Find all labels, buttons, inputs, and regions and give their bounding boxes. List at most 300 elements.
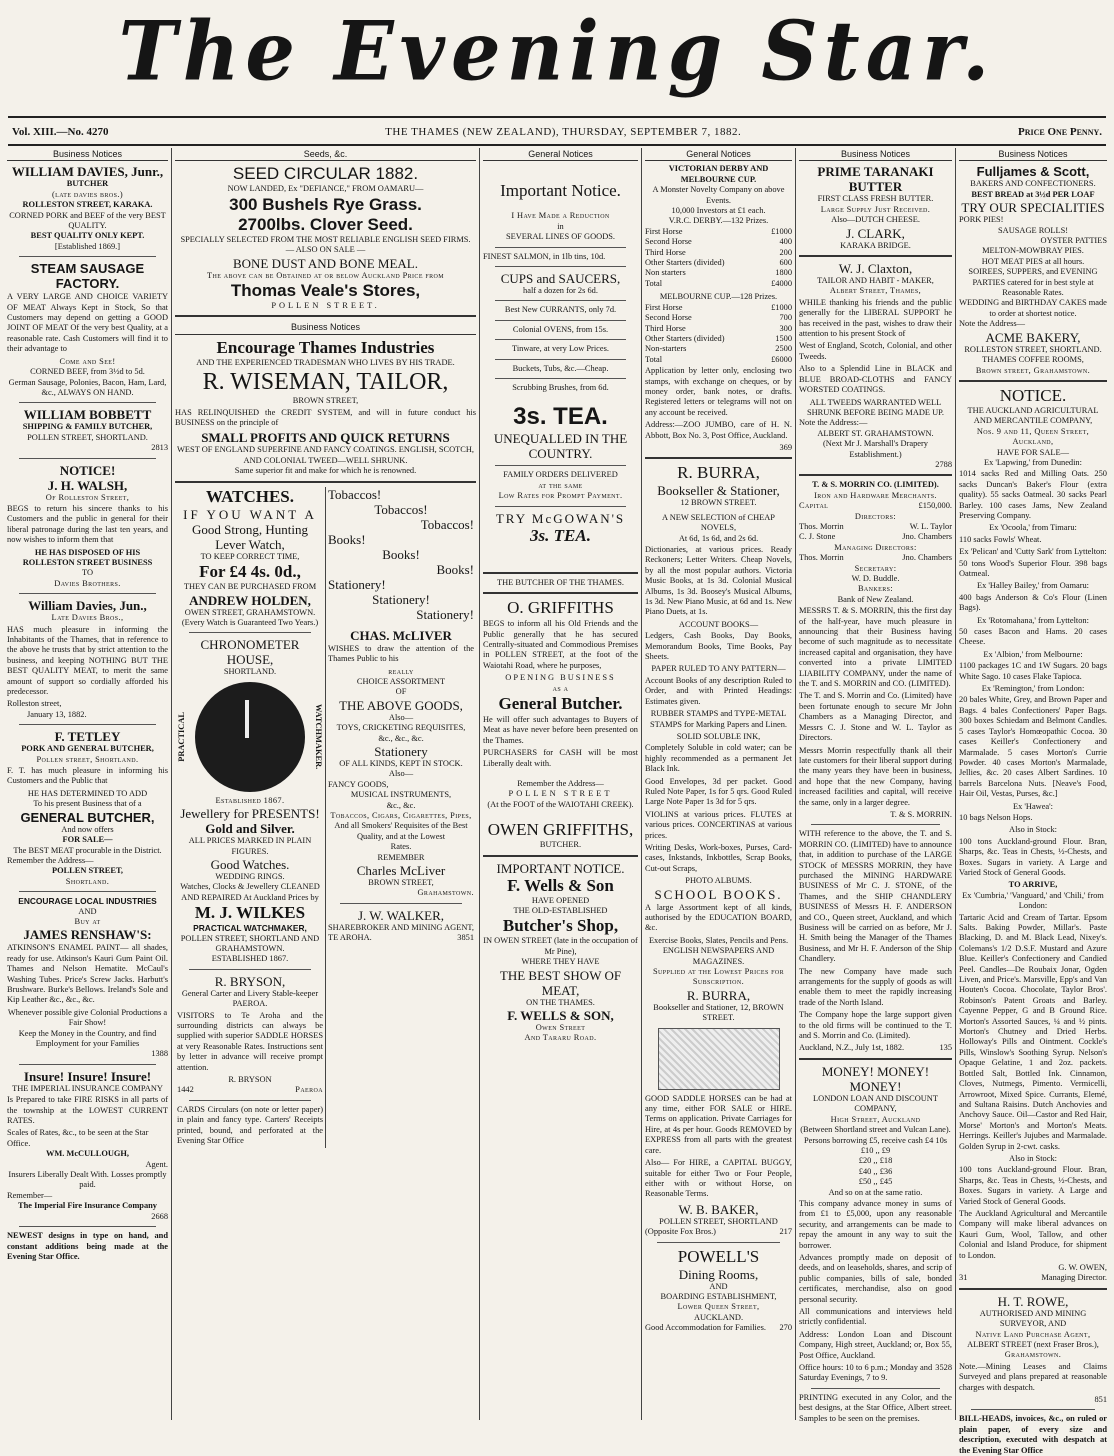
ad-heading: Important Notice.	[500, 181, 621, 201]
ad-line: AND THE EXPERIENCED TRADESMAN WHO LIVES BY HIS TRADE.	[196, 357, 455, 367]
ad-address: Lower Queen Street,	[677, 1302, 760, 1312]
column-header: Seeds, &c.	[175, 148, 476, 161]
ad-line: Buckets, Tubs, &c.—Cheap.	[512, 363, 609, 373]
table-cell: 1800	[775, 268, 792, 278]
ad-line: Also in Stock:	[1009, 1153, 1057, 1163]
table-cell: £10 ,, £9	[860, 1145, 891, 1155]
horse-carriage-illustration	[658, 1028, 780, 1090]
ad-line: Owen Street	[535, 1023, 586, 1033]
ad-line: I Have Made a Reduction	[511, 211, 610, 221]
ad-heading: Books!	[436, 561, 474, 577]
ad-line: SCHOOL BOOKS.	[654, 886, 783, 902]
ad-line: REMEMBER	[377, 852, 425, 862]
ad-line: Jewellery for PRESENTS!	[180, 806, 320, 822]
ad-line: THE BUTCHER OF THE THAMES.	[497, 577, 624, 587]
ad-line: Ex 'Hawea':	[1013, 801, 1053, 811]
ad-body: Address:—ZOO JUMBO, care of H. N. Abbott, Box No. 3, Post Office, Auckland.	[645, 420, 792, 440]
ad-line: R. BRYSON	[228, 1075, 272, 1085]
table-cell: And so on at the same ratio.	[828, 1187, 923, 1197]
ad-line: Managing Directors:	[834, 542, 917, 552]
column-header: General Notices	[645, 148, 792, 161]
table-cell: Third Horse	[645, 247, 686, 257]
ad-body: Ledgers, Cash Books, Day Books, Memorandum Books, Time Books, Pay Sheets.	[645, 631, 792, 662]
managing-directors-table	[799, 553, 952, 563]
ad-trade: TAILOR AND HABIT - MAKER,	[817, 276, 934, 286]
ad-line: V.R.C. DERBY.—132 Prizes.	[668, 216, 769, 226]
ad-body: HAS much pleasure in informing the Inhabitants of the Thames, that in reference to the above he trusts that by strict attention to the business, and keeping NOTHING BUT THE BEST QUALITY MEAT, to merit the same amount of support so cordially afforded his predecessor.	[7, 624, 168, 697]
ad-body: Address: London Loan and Discount Company, High street, Auckland; or, Box 55, Post Office, Auckland.	[799, 1329, 952, 1360]
ad-line: Scrubbing Brushes, from 6d.	[512, 383, 609, 393]
ad-line: really	[388, 666, 414, 676]
table-row	[645, 313, 792, 323]
ad-line: HAVE OPENED	[531, 895, 590, 905]
ad-body: Also to a Splendid Line in BLACK and BLUE BROAD-CLOTHS and FANCY WORSTED COATINGS.	[799, 364, 952, 395]
ad-heading: Insure! Insure! Insure!	[23, 1068, 152, 1084]
table-cell: 600	[779, 258, 792, 268]
ad-address: KARAKA BRIDGE.	[840, 240, 911, 250]
table-row	[799, 1156, 952, 1166]
ad-line: WEDDING RINGS.	[215, 871, 285, 881]
ad-line: NOW LANDED, Ex "DEFIANCE," FROM OAMARU—	[227, 184, 424, 194]
ad-line: PHOTO ALBUMS.	[685, 876, 752, 886]
table-row	[799, 1167, 952, 1177]
table-cell: Non-starters	[645, 344, 687, 354]
ad-line: OF	[395, 687, 407, 697]
ad-body: All communications and interviews held strictly confidential.	[799, 1307, 952, 1327]
ad-line: FINEST SALMON, in 1lb tins, 10d.	[483, 251, 606, 261]
table-cell: 2500	[775, 344, 792, 354]
ad-trade: Iron and Hardware Merchants.	[814, 490, 937, 500]
ad-line: Rolleston street,	[7, 699, 62, 709]
column-2-split	[175, 487, 476, 1149]
ad-heading: Tobaccos!	[374, 501, 428, 517]
ad-heading: ENCOURAGE LOCAL INDUSTRIES	[18, 896, 157, 907]
ad-line: Low Rates for Prompt Payment.	[498, 491, 623, 501]
table-row	[645, 355, 792, 365]
ad-body: BEGS to inform all his Old Friends and the Public generally that he has secured Centrally-situated and Commodious Premises in POLLEN STREET, at the foot of the Waiotahi Road, where he purposes,	[483, 619, 638, 670]
ad-line: FANCY GOODS,	[328, 779, 389, 789]
ad-line: Same superior fit and make for which he is renowned.	[234, 466, 417, 476]
ad-heading: 2700lbs. Clover Seed.	[238, 214, 413, 234]
ad-line: Remember the Address—	[7, 855, 94, 865]
ad-heading: Books!	[382, 546, 420, 562]
ad-body: ATKINSON'S ENAMEL PAINT— all shades, ready for use. Atkinson's Kauri Gum Paint Oil. Thames and Nelson Hematite. McCaul's Washing Tubes. Price's Screw Jacks. Harbutt's Brushware. Burke's Bellows. Ireland's Sole and Kip Leather &c., &c., &c.	[7, 943, 168, 1005]
ad-line: PRACTICAL	[177, 711, 186, 762]
clock-icon	[195, 682, 305, 792]
ad-heading: F. Wells & Son	[507, 875, 614, 895]
ad-body: PRINTING executed in any Color, and the best designs, at the Star Office, Albert street. Samples to be seen on the premises.	[799, 1392, 952, 1423]
ad-line: ALL TWEEDS WARRANTED WELL SHRUNK BEFORE BEING MADE UP.	[806, 397, 945, 417]
table-cell: Jno. Chambers	[902, 553, 952, 563]
ad-address: High Street, Auckland	[830, 1114, 921, 1124]
column-2-right	[326, 487, 476, 1149]
ad-line: MELTON-MOWBRAY PIES.	[982, 246, 1084, 256]
ad-line: Gold and Silver.	[205, 821, 295, 837]
ad-heading: POWELL'S	[677, 1246, 760, 1266]
table-row	[645, 248, 792, 258]
ad-address: BROWN STREET,	[292, 396, 359, 406]
column-header: Business Notices	[959, 148, 1107, 161]
table-cell: £1000	[771, 302, 792, 312]
ad-line: Bookseller and Stationer, 12, BROWN STREET.	[653, 1002, 784, 1023]
ad-line: THE IMPERIAL INSURANCE COMPANY	[12, 1083, 163, 1093]
ad-address: POLLEN STREET, SHORTLAND.	[27, 432, 148, 442]
ad-line: TRY OUR SPECIALITIES	[961, 200, 1105, 216]
ad-heading: Stationery!	[416, 606, 474, 622]
ad-line: Remember the Address—	[517, 778, 604, 788]
ad-line: Bank of New Zealand.	[837, 594, 914, 604]
ad-line: MELBOURNE CUP.—128 Prizes.	[659, 292, 778, 302]
table-row	[799, 1177, 952, 1187]
ad-line: Agent.	[145, 1159, 168, 1169]
table-row	[645, 279, 792, 289]
column-header: Business Notices	[175, 321, 476, 334]
ad-number: 217	[779, 1227, 792, 1237]
ad-line: Stationery	[374, 743, 428, 759]
ad-heading: Encourage Thames Industries	[216, 337, 435, 357]
ad-address: ALBERT ST. GRAHAMSTOWN.	[817, 428, 934, 438]
ad-trade: PRACTICAL WATCHMAKER,	[193, 923, 307, 934]
ad-line: The above can be Obtained at or below Auckland Price from	[207, 270, 444, 280]
table-cell: 300	[779, 323, 792, 333]
ad-line: ENGLISH NEWSPAPERS AND MAGAZINES.	[662, 946, 775, 966]
ad-heading: Stationery!	[328, 576, 386, 592]
ad-line: Best New CURRANTS, only 7d.	[504, 305, 617, 315]
price: Price One Penny.	[1017, 126, 1102, 138]
table-row	[645, 258, 792, 268]
ad-line: German Sausage, Polonies, Bacon, Ham, Lard, &c., ALWAYS ON HAND.	[8, 377, 167, 397]
ad-line: AUTHORISED AND MINING SURVEYOR, AND	[979, 1308, 1087, 1329]
ad-line: Insurers Liberally Dealt With. Losses promptly paid.	[8, 1170, 167, 1190]
ad-body: VISITORS to Te Aroha and the surrounding districts can always be supplied with superior SADDLE HORSES at very Reasonable Rates. Instructions sent by letter in advance will receive prompt attention.	[177, 1010, 323, 1072]
ad-line: OPENING BUSINESS	[505, 673, 616, 683]
ad-line: WEDDING and BIRTHDAY CAKES made to order at shortest notice.	[959, 298, 1107, 318]
table-row	[645, 324, 792, 334]
table-cell: £40 ,, £36	[858, 1166, 893, 1176]
ad-line: SOIREES, SUPPERS, and EVENING PARTIES catered for in best style at Reasonable Rates.	[968, 267, 1098, 298]
ad-body: 100 tons Auckland-ground Flour. Bran, Sharps, &c. Teas in Chests, ½-Chests, and Boxes. Sugars in variety. A Large and Varied Stock of General Goods.	[959, 836, 1107, 877]
ad-body: This company advance money in sums of from £1 to £5,000, upon any reasonable security, and arrangements can be made to repay the amount in any way to suit the borrower.	[799, 1198, 952, 1250]
ad-line: AND	[78, 906, 97, 916]
ad-line: FOR SALE—	[62, 835, 113, 845]
column-header: General Notices	[483, 148, 638, 161]
ad-line: IF YOU WANT A	[183, 506, 317, 522]
ad-body: 10 bags Nelson Hops.	[959, 812, 1033, 822]
ad-heading: NOTICE.	[999, 385, 1067, 405]
ad-line: Good Strong, Hunting Lever Watch,	[192, 521, 308, 552]
ad-line: UNEQUALLED IN THE COUNTRY.	[493, 431, 628, 462]
ad-body: He will offer such advantages to Buyers of Meat as have never before been presented on the Thames.	[483, 714, 638, 745]
ad-date: January 13, 1882.	[27, 709, 87, 719]
ad-line: Exercise Books, Slates, Pencils and Pens.	[648, 935, 789, 945]
ad-address: Albert Street, Thames,	[829, 286, 922, 296]
ad-number: 135	[939, 1043, 952, 1053]
ad-body: Account Books of any description Ruled to Order, and with Printed Headings: Estimates given.	[645, 675, 792, 706]
ad-line: &c., &c.	[386, 800, 416, 810]
table-row	[799, 532, 952, 542]
ad-line: SEVERAL LINES OF GOODS.	[505, 232, 616, 242]
ad-heading: Fulljames & Scott,	[976, 164, 1090, 180]
ad-body: 100 tons Auckland-ground Flour. Bran, Sharps, &c. Teas in Chests, ½-Chests, and Boxes. Sugars in variety. A Large and Varied Stock of General Goods.	[959, 1165, 1107, 1206]
table-cell: First Horse	[645, 226, 683, 236]
ad-line: Colonial OVENS, from 15s.	[512, 324, 609, 334]
ad-address: BROWN STREET,	[368, 878, 434, 887]
table-cell: £20 ,, £18	[858, 1156, 893, 1166]
ad-line: General Carter and Livery Stable-keeper PAEROA.	[181, 988, 319, 1009]
ad-number: 2668	[151, 1211, 168, 1221]
ad-heading: IMPORTANT NOTICE.	[496, 860, 625, 876]
ad-line: Shortland.	[65, 876, 110, 886]
column-5	[796, 148, 956, 1423]
ad-trade: SHIPPING & FAMILY BUTCHER,	[22, 422, 153, 432]
table-cell: Total	[645, 278, 663, 288]
volume-number: Vol. XIII.—No. 4270	[12, 126, 109, 138]
table-cell: Thos. Morrin	[799, 553, 844, 563]
ad-line: Also in Stock:	[1009, 825, 1057, 835]
ad-line: THEY CAN BE PURCHASED FROM	[183, 582, 317, 592]
ad-line: AUCKLAND.	[693, 1312, 744, 1322]
ad-body: 20 bales White, Grey, and Brown Paper and Bags. 4 bales Confectioners' Paper Bags. 300 boxes Schiedam and Belmont Candles. 5 cases Taylor's Homœopathic Cocoa. 30 cases Keiller's Confectionery and Marmalade. 5 cases Morton's Currie Powder. 40 cases Morton's Marmalade, Jellies, &c. 20 cases Albert Sardines. 10 barrels Barcelona Nuts. [Neave's Food, Hair Oil, Vestas, Purses, &c.]	[959, 695, 1107, 799]
ad-line: Note the Address:—	[799, 418, 868, 428]
ad-line: Also—DUTCH CHEESE.	[831, 215, 920, 225]
ad-line: Keep the Money in the Country, and find Employment for your Families	[18, 1028, 157, 1048]
column-6	[956, 148, 1110, 1455]
ad-heading: Charles McLiver	[356, 863, 446, 878]
table-row	[645, 334, 792, 344]
ad-body: BILL-HEADS, invoices, &c., on ruled or plain paper, of every size and description, executed with despatch at the Evening Star Office	[959, 1414, 1107, 1455]
place-date: THE THAMES (NEW ZEALAND), THURSDAY, SEPTEMBER 7, 1882.	[385, 126, 742, 138]
ad-body: CARDS Circulars (on note or letter paper) in plain and fancy type. Carters' Receipts printed, bound, and perforated at the Evening Star Office	[177, 1104, 323, 1146]
ad-heading: Tobaccos!	[420, 516, 474, 532]
masthead-rule-top	[8, 116, 1106, 118]
ad-body: Note.—Mining Leases and Claims Surveyed and plans prepared at reasonable charges with despatch.	[959, 1361, 1107, 1392]
ad-line: THE ABOVE GOODS,	[339, 697, 463, 713]
ad-line: Also—	[388, 769, 414, 779]
ad-body: Is Prepared to take FIRE RISKS in all parts of the township at the LOWEST CURRENT RATES.	[7, 1095, 168, 1126]
table-cell: 700	[779, 313, 792, 323]
ad-line: Buy at	[74, 916, 101, 926]
column-header: Business Notices	[7, 148, 168, 161]
table-row	[645, 237, 792, 247]
loan-table	[799, 1136, 952, 1198]
ad-line: ALL PRICES MARKED IN PLAIN FIGURES.	[188, 836, 312, 856]
ad-body: Dictionaries, at various prices. Ready Reckoners; Letter Writers. Cheap Novels, by all the most popular authors. Victoria Music Books, at 1s 3d. Colonial Musical Albums, 1s 3d. Boosey's Musical Albums, 1s 3d. New Piano Music, at 6d and 1s. New Piano Duets, at 1s.	[645, 545, 792, 617]
ad-line: Office hours: 10 to 6 p.m.; Monday and Saturday Evenings, 7 to 9.	[799, 1363, 933, 1383]
ad-line: Late Davies Bros.,	[51, 613, 124, 623]
ad-line: TE AROHA.	[328, 933, 372, 943]
ad-line: Note the Address—	[959, 319, 1026, 329]
masthead	[0, 0, 1114, 112]
ad-line: TO	[81, 568, 93, 578]
ad-line: WATCHMAKER.	[314, 704, 323, 770]
ad-line: CORNED BEEF, from 3½d to 5d.	[30, 367, 145, 377]
ad-address: POLLEN STREET, SHORTLAND AND GRAHAMSTOWN.	[180, 933, 320, 953]
ad-line: Capital	[799, 501, 829, 511]
ad-heading: MONEY! MONEY! MONEY!	[821, 1063, 930, 1094]
ad-body: HAS RELINQUISHED the CREDIT SYSTEM, and will in future conduct his BUSINESS on the principle of	[175, 407, 476, 428]
ad-line: A Monster Novelty Company on above Events.	[652, 185, 785, 205]
ad-number: 3528	[935, 1363, 952, 1373]
ad-trade: BAKERS AND CONFECTIONERS.	[970, 179, 1096, 189]
ad-address: 12 BROWN STREET.	[680, 498, 757, 508]
ad-signature: T. & S. MORRIN.	[890, 809, 952, 819]
ad-body: The Company hope the large support given to the old firms will be continued to the T. and S. Morrin and Co. (Limited).	[799, 1010, 952, 1041]
table-row	[799, 553, 952, 563]
column-4	[642, 148, 796, 1420]
ad-line: (At the FOOT of the WAIOTAHI CREEK).	[487, 799, 634, 809]
ad-line: ROLLESTON STREET BUSINESS	[22, 557, 153, 567]
table-cell: C. J. Stone	[799, 532, 836, 542]
ad-line: Also—	[388, 712, 414, 722]
dateline	[12, 124, 1102, 140]
ad-line: Ex 'Remington,' from London:	[981, 684, 1085, 694]
ad-heading: R. BURRA,	[686, 987, 751, 1003]
ad-line: OF ALL KINDS, KEPT IN STOCK.	[339, 758, 463, 768]
ad-line: as a	[552, 683, 569, 693]
ad-heading: VICTORIAN DERBY AND MELBOURNE CUP.	[668, 164, 769, 184]
ad-line: THE BEST SHOW OF MEAT,	[499, 967, 622, 998]
ad-body: WISHES to draw the attention of the Thames Public to his	[328, 643, 474, 664]
ad-line: POLLEN STREET,	[51, 866, 124, 876]
ad-line: Native Land Purchase Agent,	[975, 1329, 1091, 1339]
ad-heading: T. & S. MORRIN CO. (LIMITED).	[812, 480, 939, 490]
ad-address: POLLEN STREET.	[271, 301, 380, 311]
ad-line: HOT MEAT PIES at all hours.	[981, 256, 1085, 266]
ad-body: MESSRS T. & S. MORRIN, this the first day of the half-year, have much pleasure in announcing that their Business having become of such magnitude as to necessitate increased capital and organisation, they have converted into a private LIMITED LIABILITY COMPANY, under the name of the T. and S. MORRIN and CO. (LIMITED).	[799, 606, 952, 689]
ad-heading: PRIME TARANAKI BUTTER	[817, 164, 934, 195]
table-cell: Third Horse	[645, 323, 686, 333]
table-cell: £6000	[771, 354, 792, 364]
ad-line: THE OLD-ESTABLISHED	[513, 906, 608, 915]
ad-line: (Every Watch is Guaranteed Two Years.)	[181, 617, 319, 627]
table-cell: Jno. Chambers	[902, 532, 952, 542]
ad-line: in	[557, 221, 564, 231]
ad-line: SPECIALLY SELECTED FROM THE MOST RELIABLE ENGLISH SEED FIRMS.	[180, 234, 471, 244]
table-cell: Persons borrowing £5, receive cash £4 10s	[803, 1135, 948, 1145]
ad-address: ROLLESTON STREET, SHORTLAND.	[964, 344, 1102, 354]
ad-address: POLLEN STREET, SHORTLAND	[659, 1216, 778, 1226]
ad-body: A large Assortment kept of all kinds, authorised by the EDUCATION BOARD, &c.	[645, 902, 792, 933]
ad-body: 50 cases Bacon and Hams. 20 cases Cheese.	[959, 627, 1107, 647]
ad-line: WHERE THEY HAVE	[521, 957, 600, 967]
ad-line: PORK PIES!	[959, 215, 1004, 225]
ad-heading: THAMES COFFEE ROOMS,	[982, 355, 1084, 365]
ad-line: WEST OF ENGLAND SUPERFINE AND FANCY COATINGS. ENGLISH, SCOTCH, AND COLONIAL TWEED—WELL SHRUNK.	[177, 445, 474, 465]
table-row	[645, 268, 792, 278]
ad-line: Bankers:	[857, 584, 894, 594]
ad-line: Tinware, at very Low Prices.	[512, 344, 609, 354]
ad-trade: PORK AND GENERAL BUTCHER,	[21, 744, 154, 754]
ad-body: Good Envelopes, 3d per packet. Good Ruled Note Paper, 1s for 5 qrs. Good Ruled Large Note Paper 1s 3d for 5 qrs.	[645, 776, 792, 807]
ad-line: CUPS and SAUCERS,	[500, 271, 621, 287]
ad-heading: CHRONOMETER HOUSE,	[200, 637, 300, 668]
ad-number: 270	[779, 1323, 792, 1333]
ad-heading: M. J. WILKES	[194, 903, 306, 923]
ad-line: The BEST MEAT procurable in the District.	[13, 845, 162, 855]
ad-number: 2813	[151, 443, 168, 453]
ad-body: Messrs Morrin respectfully thank all their late customers for their liberal support during the many years they have been in business, and hope that the new Company, having increased facilities and capital, will receive the same, only in a larger degree.	[799, 745, 952, 807]
ad-line: ACCOUNT BOOKS—	[678, 619, 759, 629]
ad-line: HE HAS DISPOSED OF HIS	[34, 547, 141, 557]
ad-heading: Tobaccos!	[328, 486, 382, 502]
table-cell: 1500	[775, 333, 792, 343]
ad-line: BEST BREAD at 3½d PER LOAF	[971, 189, 1095, 199]
ad-address: Brown street, Grahamstown.	[975, 365, 1091, 375]
ad-line: MUSICAL INSTRUMENTS,	[350, 790, 452, 800]
ad-line: Secretary:	[854, 563, 897, 573]
table-cell: Other Starters (divided)	[645, 258, 725, 268]
ad-line: Ex 'Cumbria,' 'Vanguard,' and 'Chili,' from London:	[962, 890, 1104, 911]
ad-heading: R. WISEMAN, TAILOR,	[202, 369, 449, 396]
ad-line: Supplied at the Lowest Prices for Subscription.	[652, 967, 785, 987]
ad-heading: 300 Bushels Rye Grass.	[229, 194, 422, 214]
directors-table	[799, 522, 952, 543]
ad-heading: R. BURRA,	[677, 463, 760, 483]
column-1	[4, 148, 172, 1420]
table-cell: Second Horse	[645, 313, 692, 323]
ad-body: The new Company have made such arrangements for the supply of goods as will enable them to meet the rapidly increasing trade of the North Island.	[799, 966, 952, 1007]
ad-heading: Thomas Veale's Stores,	[230, 281, 421, 301]
ad-body: West of England, Scotch, Colonial, and other Tweeds.	[799, 341, 952, 361]
ad-body: Application by letter only, enclosing two stamps, with exchange on cheques, or by money order, bank notes, or drafts. Registered letters or telegrams will not on any account be received.	[645, 366, 792, 417]
ad-established: ESTABLISHED 1867.	[211, 954, 289, 964]
ad-line: For £4 4s. 0d.,	[199, 562, 301, 582]
ad-line: SHAREBROKER AND MINING AGENT,	[328, 922, 474, 932]
ad-address: ALBERT STREET (next Fraser Bros.),	[967, 1340, 1099, 1350]
ad-body: NEWEST designs in type on hand, and constant additions being made at the Evening Star Office.	[7, 1231, 168, 1261]
table-cell: Thos. Morrin	[799, 521, 844, 531]
ad-line: Good Watches.	[210, 856, 290, 872]
ad-line: And all Smokers' Requisites of the Best Quality, and at the Lowest	[334, 821, 468, 841]
ad-line: IN OWEN STREET (late in the occupation of Mr Pine),	[483, 936, 638, 956]
ad-line: SMALL PROFITS AND QUICK RETURNS	[201, 430, 450, 446]
ad-established: [Established 1869.]	[54, 241, 121, 251]
ad-line: Ex 'Albion,' from Melbourne:	[983, 649, 1083, 659]
table-row	[645, 344, 792, 354]
ad-heading: Books!	[328, 531, 366, 547]
ad-line: Tobaccos, Cigars, Cigarettes, Pipes,	[330, 810, 472, 820]
ad-line: A NEW SELECTION of CHEAP NOVELS,	[662, 512, 775, 533]
ad-line: OYSTER PATTIES	[1040, 236, 1107, 246]
table-cell: Total	[645, 354, 663, 364]
ad-line: W. D. Buddle.	[851, 574, 900, 583]
ad-body: 1014 sacks Red and Milling Oats. 250 sacks Duncan's Baker's Flour (extra quality). 55 sacks Oatmeal. 30 sacks Pearl Barley. 100 cases Jams, New Zealand Preserving Company.	[959, 469, 1107, 520]
ad-line: CHOICE ASSORTMENT	[356, 676, 446, 686]
ad-body: 50 tons Wood's Superior Flour. 398 bags Oatmeal.	[959, 558, 1107, 578]
table-row	[645, 227, 792, 237]
ad-line: And Tararu Road.	[524, 1033, 597, 1043]
ad-heading: William Davies, Jun.,	[28, 598, 147, 614]
ad-heading: F. TETLEY	[54, 729, 121, 745]
ad-line: The Imperial Fire Insurance Company	[18, 1201, 157, 1211]
ad-trade: Bookseller & Stationer,	[657, 483, 780, 499]
ad-body: PURCHASERS for CASH will be most Liberally dealt with.	[483, 748, 638, 768]
ad-body: F. T. has much pleasure in informing his Customers and the Public that	[7, 766, 168, 786]
ad-line: FIRST CLASS FRESH BUTTER.	[817, 194, 934, 204]
ad-date: Auckland, N.Z., July 1st, 1882.	[799, 1043, 905, 1053]
ad-line: (Between Shortland street and Vulcan Lane).	[800, 1125, 951, 1135]
ad-line: BONE DUST AND BONE MEAL.	[232, 255, 418, 271]
ad-line: PAPER RULED TO ANY PATTERN—	[651, 664, 786, 674]
ad-line: Grahamstown.	[417, 888, 474, 898]
ad-heading: General Butcher.	[498, 693, 623, 713]
ad-line: (Next Mr J. Marshall's Drapery Establishment.)	[822, 439, 928, 459]
ad-body: GOOD SADDLE HORSES can be had at any time, either FOR SALE or HIRE. Terms on application. Private Carriages for Hire, at 4s per hour. Goods REMOVED by EXPRESS from all parts with the greatest care.	[645, 1093, 792, 1155]
ad-body: The Auckland Agricultural and Mercantile Company will make liberal advances on Kauri Gum, Wool, Tallow, and other Colonial and Island Produce, for shipment to London.	[959, 1208, 1107, 1260]
table-cell: Non starters	[645, 268, 686, 278]
table-cell: £1000	[771, 226, 792, 236]
ad-line: Ex 'Halley Bailey,' from Oamaru:	[976, 581, 1089, 591]
